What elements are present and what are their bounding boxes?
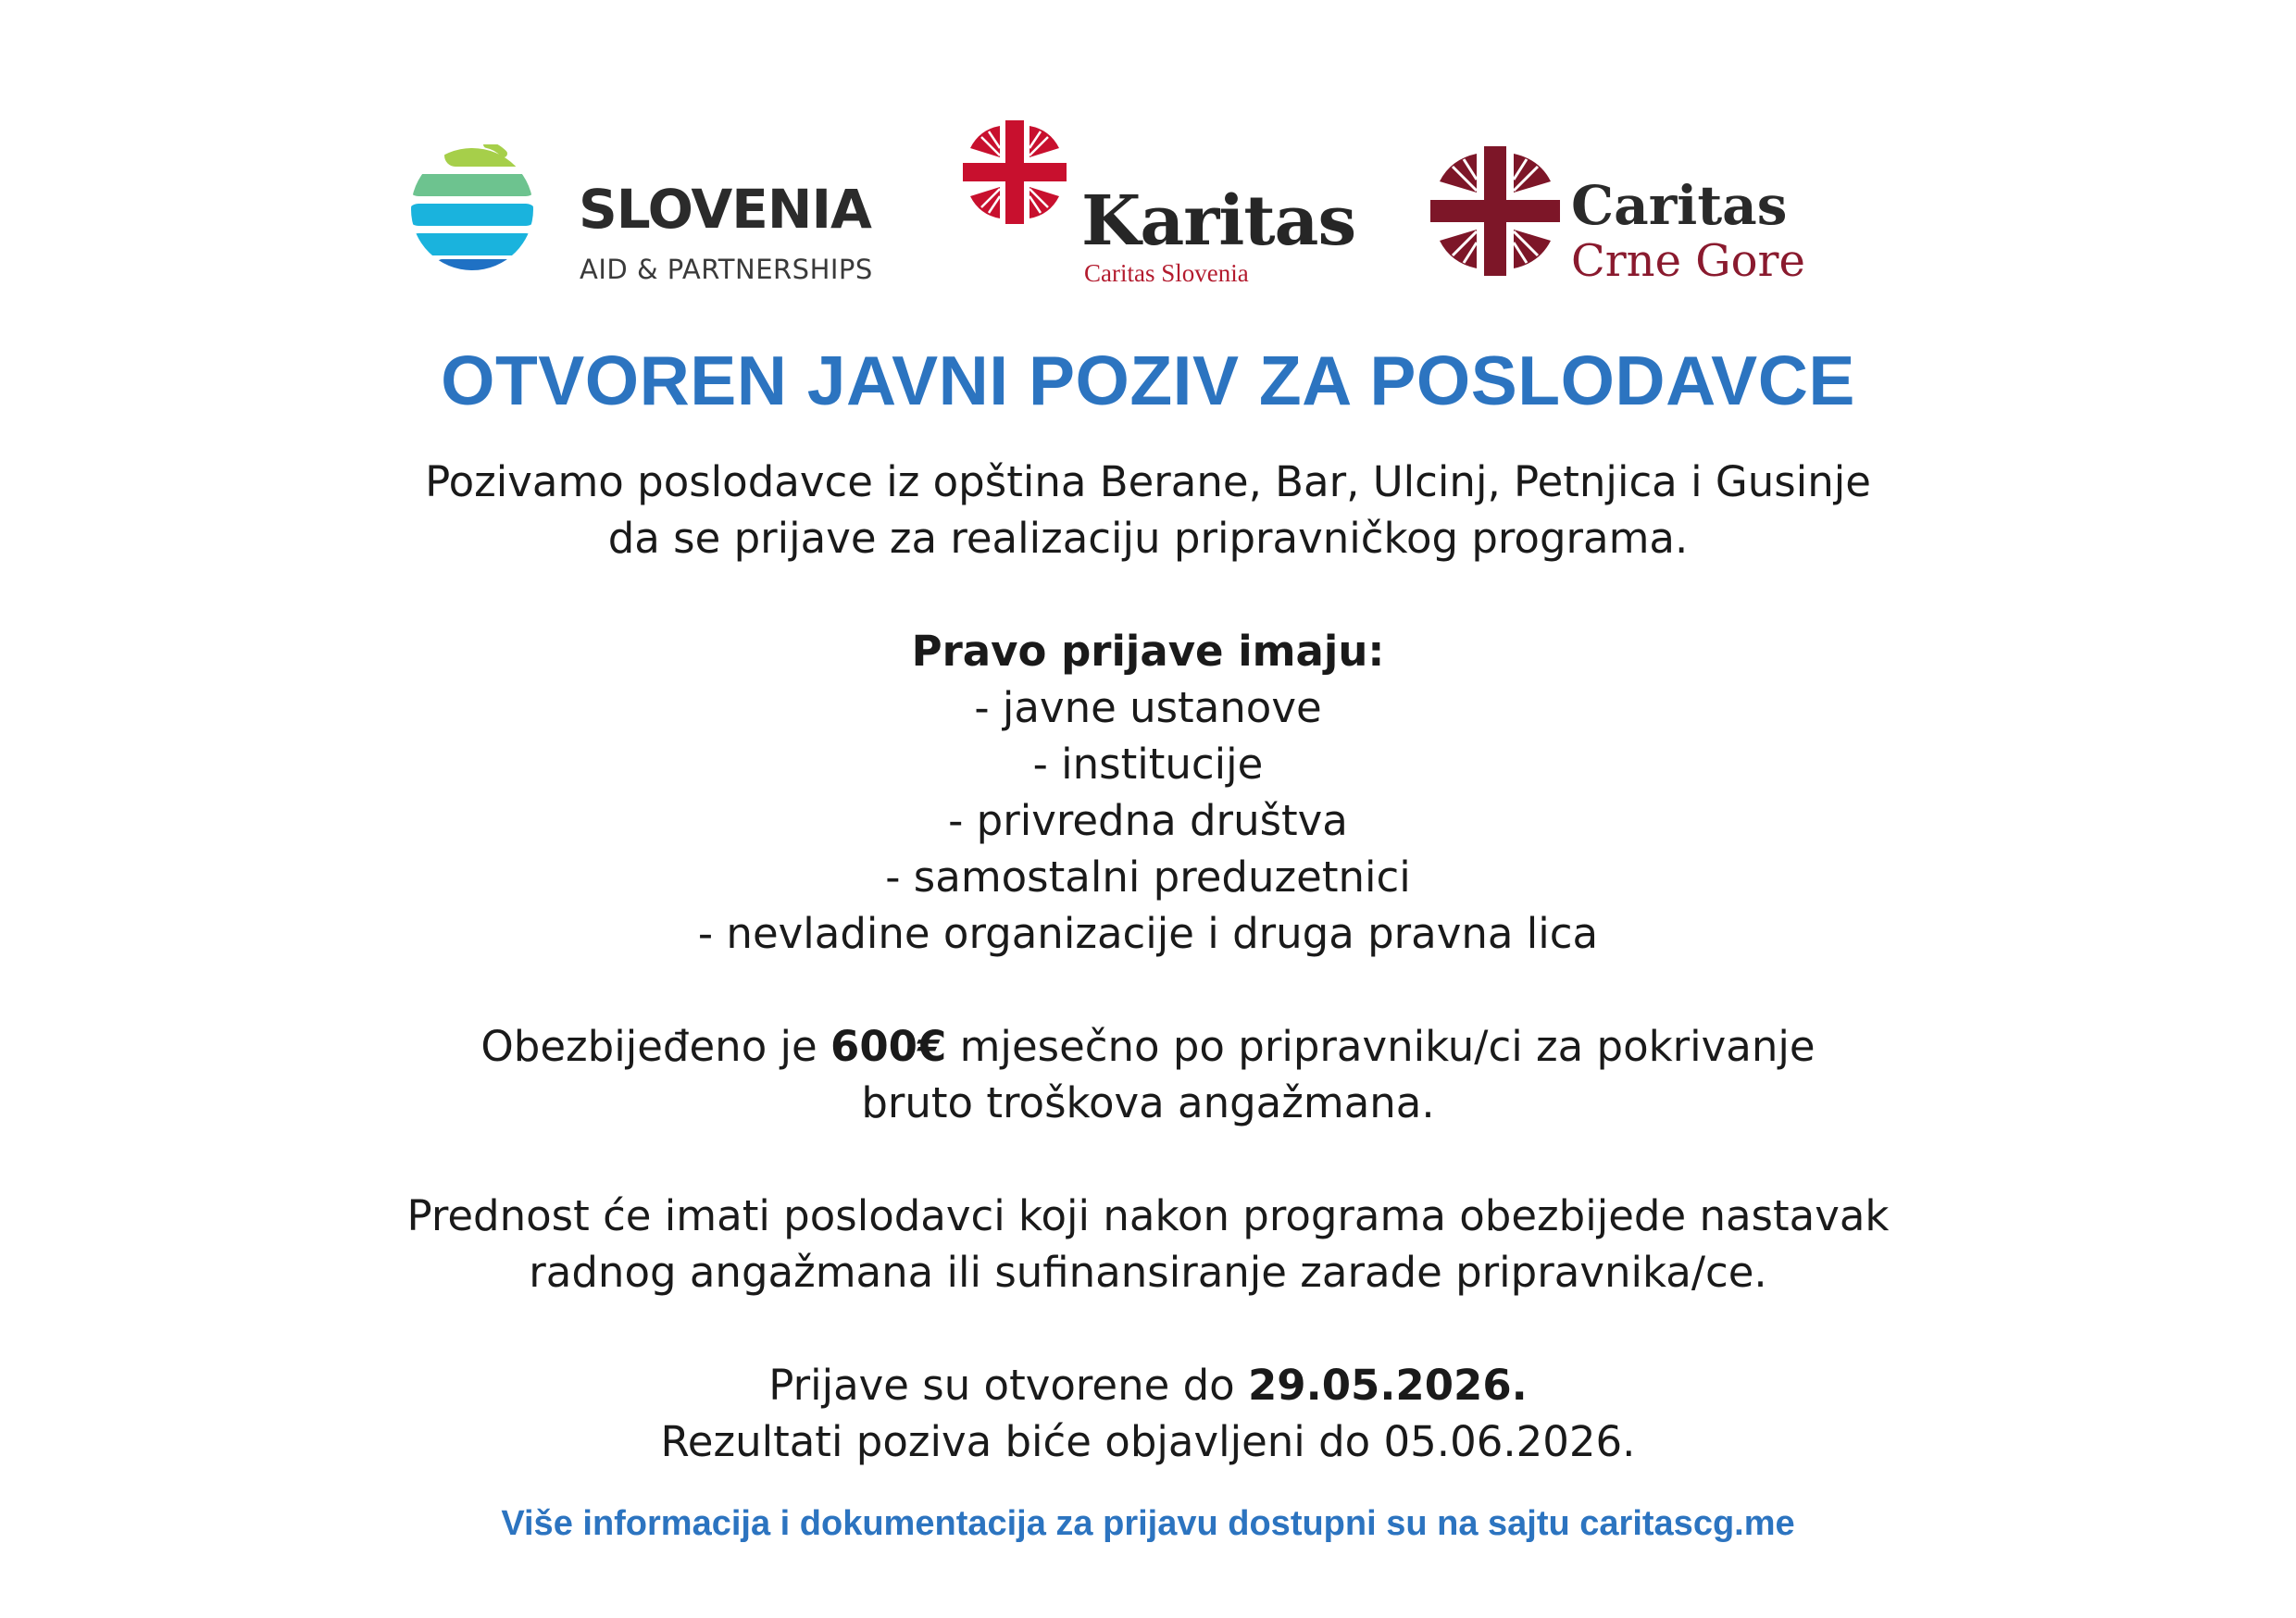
eligibility-heading: Pravo prijave imaju:	[911, 627, 1385, 676]
caritas-cross-icon	[1430, 146, 1560, 276]
funding-text-before: Obezbijeđeno je	[480, 1022, 831, 1071]
intro-line-1: Pozivamo poslodavce iz opština Berane, Bar, Ulcinj, Petnjica i Gusinje	[425, 457, 1871, 506]
slovenia-logo-title: SLOVENIA	[579, 178, 871, 241]
karitas-logo-title: Karitas	[1081, 181, 1356, 261]
karitas-cross-icon	[963, 120, 1067, 224]
slovenia-aid-logo	[407, 139, 907, 285]
funding-line-1	[0, 1018, 2296, 1075]
karitas-slovenia-logo	[963, 120, 1370, 296]
eligibility-item: - institucije	[1032, 740, 1264, 789]
eligibility-item: - samostalni preduzetnici	[885, 853, 1411, 902]
slovenia-globe-icon	[407, 144, 537, 274]
deadline-line	[0, 1357, 2296, 1413]
funding-line-2: bruto troškova angažmana.	[861, 1078, 1435, 1127]
results-line: Rezultati poziva biće objavljeni do 05.06.2026.	[660, 1417, 1636, 1466]
page-title: OTVOREN JAVNI POZIV ZA POSLODAVCE	[441, 342, 1855, 419]
caritas-logo-title: Caritas	[1571, 174, 1788, 237]
deadline-text: Prijave su otvorene do	[768, 1361, 1248, 1410]
slovenia-logo-subtitle: AID & PARTNERSHIPS	[580, 254, 873, 285]
deadline-date: 29.05.2026.	[1247, 1361, 1528, 1410]
funding-text-after: mjesečno po pripravniku/ci za pokrivanje	[946, 1022, 1816, 1071]
karitas-logo-subtitle: Caritas Slovenia	[1084, 259, 1249, 287]
eligibility-item: - nevladine organizacije i druga pravna lica	[697, 909, 1599, 958]
caritas-crne-gore-logo	[1430, 146, 1838, 285]
eligibility-item: - javne ustanove	[974, 683, 1322, 732]
logo-bar	[0, 120, 2296, 296]
caritas-logo-subtitle: Crne Gore	[1571, 235, 1805, 287]
priority-line-2: radnog angažmana ili sufinansiranje zarade pripravnika/ce.	[529, 1248, 1767, 1297]
funding-amount: 600€	[830, 1022, 947, 1071]
eligibility-item: - privredna društva	[948, 796, 1348, 845]
intro-line-2: da se prijave za realizaciju pripravničkog programa.	[607, 514, 1689, 563]
footer-info: Više informacija i dokumentacija za prijavu dostupni su na sajtu caritascg.me	[501, 1504, 1795, 1543]
priority-line-1: Prednost će imati poslodavci koji nakon programa obezbijede nastavak	[406, 1191, 1890, 1240]
document-body	[0, 454, 2296, 1470]
